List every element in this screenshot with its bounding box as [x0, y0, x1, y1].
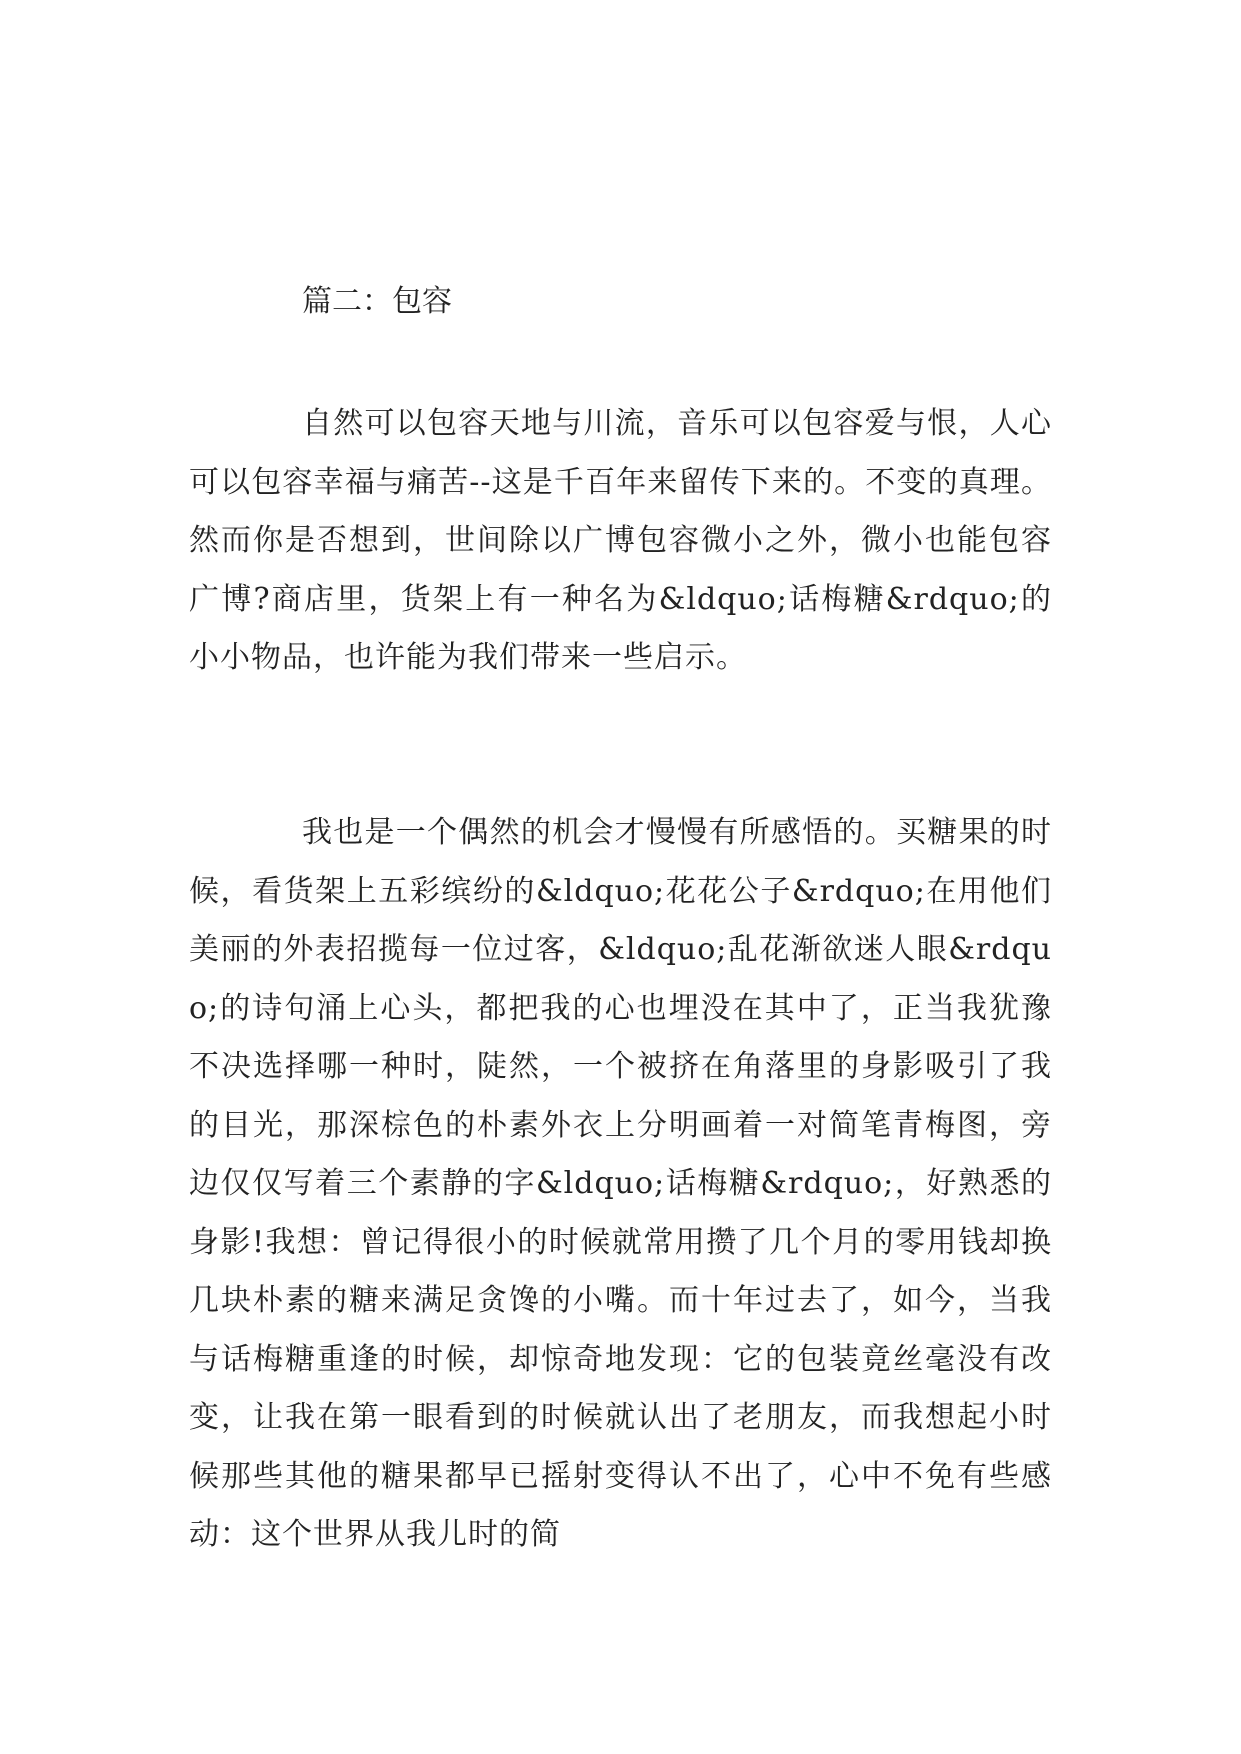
body-paragraph: 自然可以包容天地与川流，音乐可以包容爱与恨，人心可以包容幸福与痛苦--这是千百年来留传下来的。不变的真理。然而你是否想到，世间除以广博包容微小之外，微小也能包容广博?商店里，货架上有一种名为&ldquo;话梅糖&rdquo;的小小物品，也许能为我们带来一些启示。: [189, 406, 1052, 675]
body-paragraph: 我也是一个偶然的机会才慢慢有所感悟的。买糖果的时候，看货架上五彩缤纷的&ldquo;花花公子&rdquo;在用他们美丽的外表招揽每一位过客，&ldquo;乱花渐欲迷人眼&rdquo;的诗句涌上心头，都把我的心也埋没在其中了，正当我犹豫不决选择哪一种时，陡然，一个被挤在角落里的身影吸引了我的目光，那深棕色的朴素外衣上分明画着一对简笔青梅图，旁边仅仅写着三个素静的字&ldquo;话梅糖&rdquo;，好熟悉的身影!我想：曾记得很小的时候就常用攒了几个月的零用钱却换几块朴素的糖来满足贪馋的小嘴。而十年过去了，如今，当我与话梅糖重逢的时候，却惊奇地发现：它的包装竟丝毫没有改变，让我在第一眼看到的时候就认出了老朋友，而我想起小时候那些其他的糖果都早已摇射变得认不出了，心中不免有些感动：这个世界从我儿时的简: [189, 815, 1052, 1552]
section-heading: 篇二：包容: [302, 284, 452, 319]
